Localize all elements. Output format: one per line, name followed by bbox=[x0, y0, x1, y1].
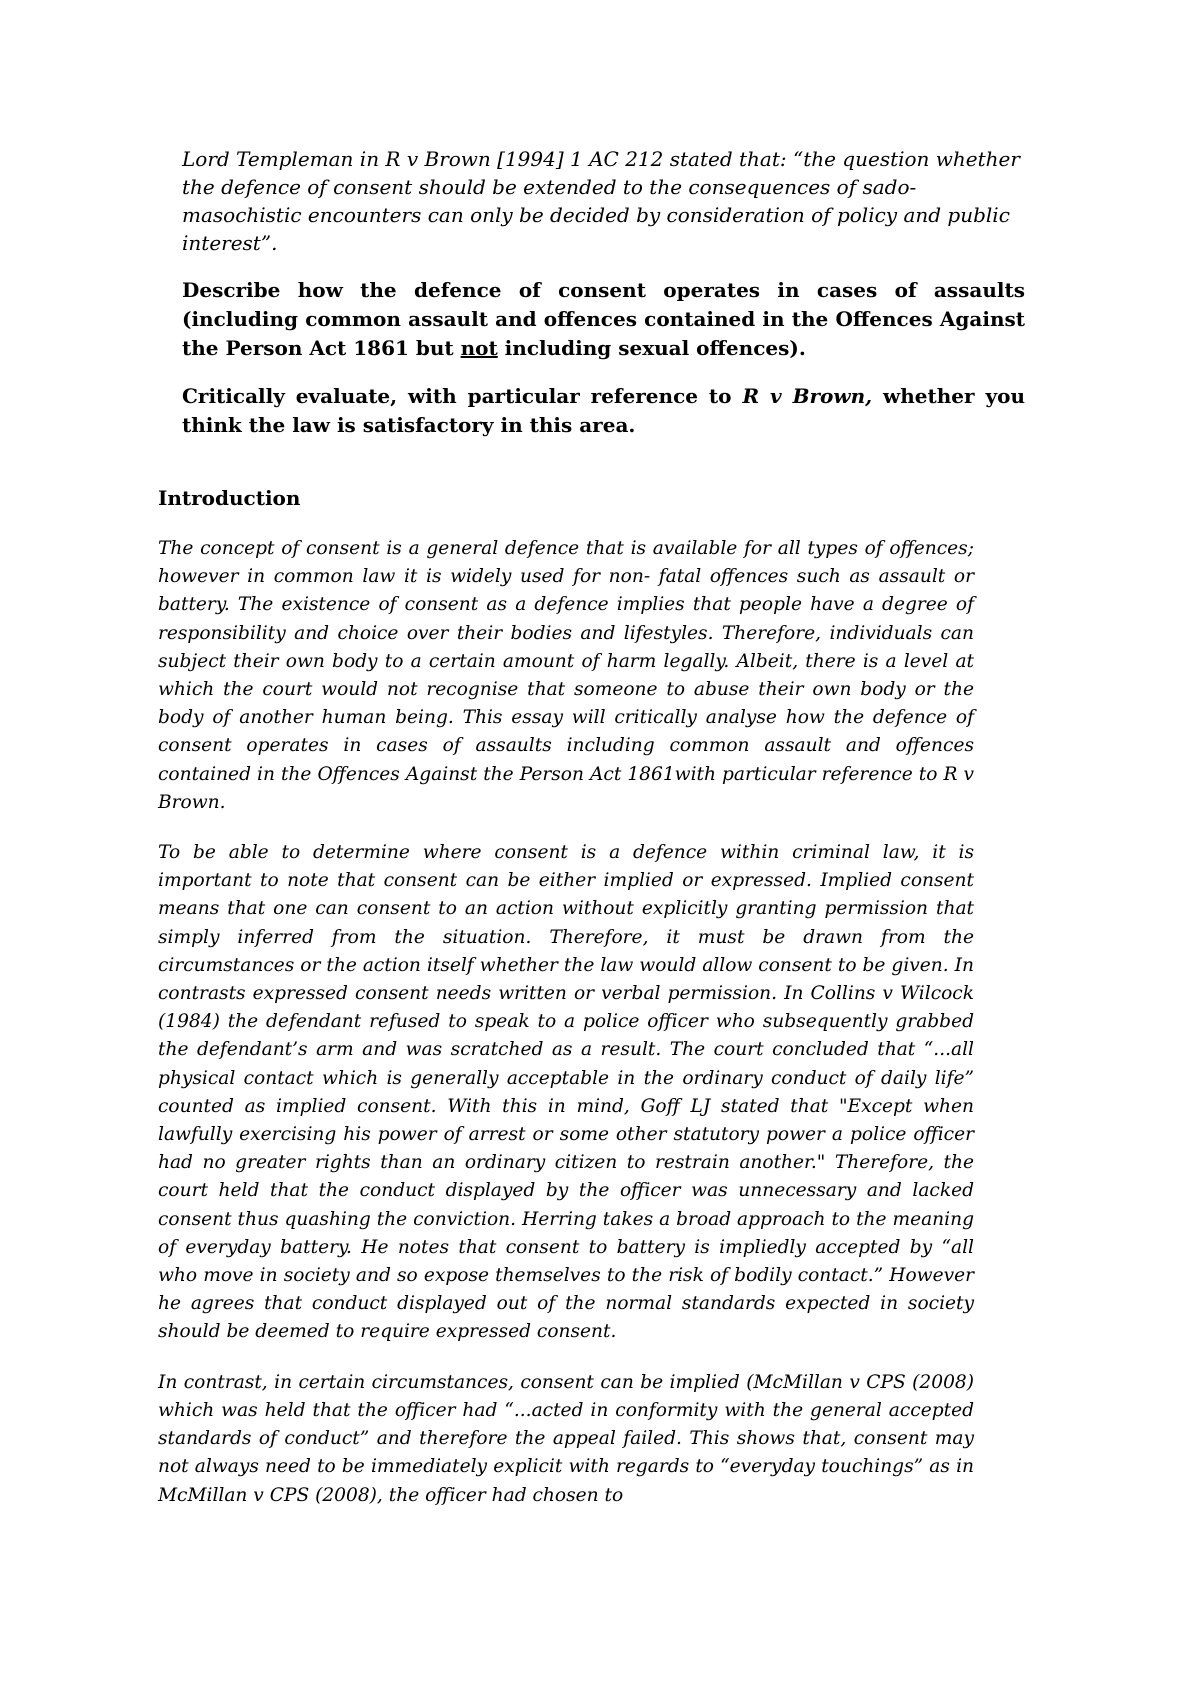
paragraph: To be able to determine where consent is a defence within criminal law, it is important to note that consent can be either implied or expressed. Implied consent means that one can consent to an action without explicitly granting permission that simply inferred from the situation. Therefore, it must be drawn from the circumstances or the action itself whether the law would allow consent to be given. In contrasts expressed consent needs written or verbal permission. In Collins v Wilcock (1984) the defendant refused to speak to a police officer who subsequently grabbed the defendant’s arm and was scratched as a result. The court concluded that “...all physical contact which is generally acceptable in the ordinary conduct of daily life” counted as implied consent. With this in mind, Goff LJ stated that "Except when lawfully exercising his power of arrest or some other statutory power a police officer had no greater rights than an ordinary citizen to restrain another." Therefore, the court held that the conduct displayed by the officer was unnecessary and lacked consent thus quashing the conviction. Herring takes a broad approach to the meaning of everyday battery. He notes that consent to battery is impliedly accepted by “all who move in society and so expose themselves to the risk of bodily contact.” However he agrees that conduct displayed out of the normal standards expected in society should be deemed to require expressed consent. bbox=[158, 842, 974, 1343]
section-heading: Introduction bbox=[158, 486, 301, 510]
describe-emphasis: not bbox=[460, 336, 498, 360]
question-evaluate bbox=[182, 382, 1025, 440]
paragraph: The concept of consent is a general defence that is available for all types of offences; however in common law it is widely used for non- fatal offences such as assault or battery. The existence of consent as a defence implies that people have a degree of responsibility and choice over their bodies and lifestyles. Therefore, individuals can subject their own body to a certain amount of harm legally. Albeit, there is a level at which the court would not recognise that someone to abuse their own body or the body of another human being. This essay will critically analyse how the defence of consent operates in cases of assaults including common assault and offences contained in the Offences Against the Person Act 1861with particular reference to R v Brown. bbox=[158, 538, 974, 813]
describe-text-1: Describe how the defence of consent operates in cases of assaults (including common assault and offences contained in the Offences Against the Person Act 1861 but bbox=[182, 278, 1025, 360]
paragraph: In contrast, in certain circumstances, consent can be implied (McMillan v CPS (2008) which was held that the officer had “...acted in conformity with the general accepted standards of conduct” and therefore the appeal failed. This shows that, consent may not always need to be immediately explicit with regards to “everyday touchings” as in McMillan v CPS (2008), the officer had chosen to bbox=[158, 1371, 974, 1506]
evaluate-text-2: whether you think the law is satisfactory in this area. bbox=[182, 384, 1026, 437]
describe-text-2: including sexual offences). bbox=[497, 336, 806, 360]
question-quote: Lord Templeman in R v Brown [1994] 1 AC 212 stated that: “the question whether the defence of consent should be extended to the consequences of sado-masochistic encounters can only be decided by consideration of policy and public interest”. bbox=[182, 147, 1020, 255]
question-describe bbox=[182, 276, 1025, 363]
evaluate-case-name: R v Brown, bbox=[742, 384, 873, 408]
evaluate-text-1: Critically evaluate, with particular reference to bbox=[182, 384, 743, 408]
essay-body bbox=[158, 484, 974, 1532]
essay-question bbox=[182, 145, 1025, 459]
